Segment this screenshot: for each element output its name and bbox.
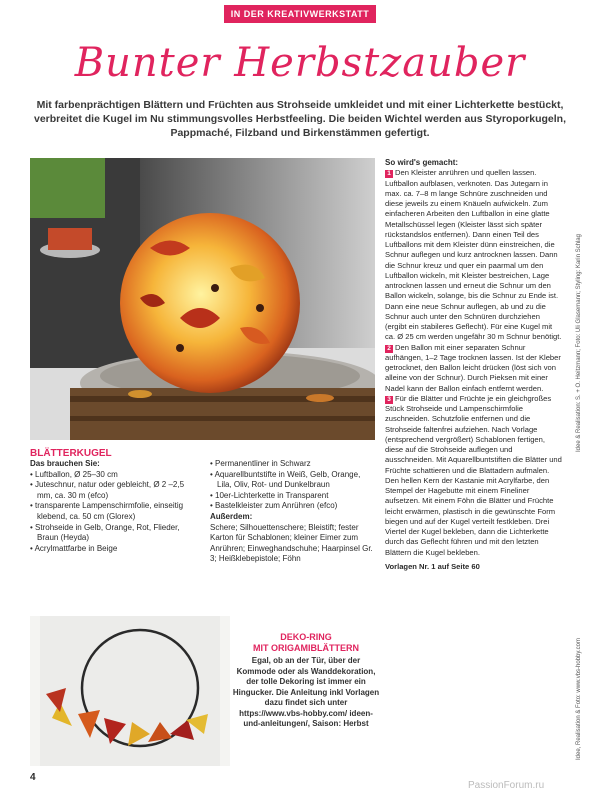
step-1: 1 Den Kleister anrühren und quellen lassen. Luftballon aufblasen, verknoten. Das Jutegarn in max. ca. 7–8 m lange Schnüre zuschneiden und diese jeweils zu einem Knäueln aufwickeln. Zum einfacheren Arbeiten den Luftballon in eine glatte Metallschüssel legen (Kleister lässt sich später rückstandslos entfernen). Dann einen Teil des Luftballons mit dem Kleister dünn einstreichen, die Schnur auflegen und kurz antrocknen lassen. Dann die Schnur kreuz und quer ein paarmal um den Luftballon wickeln, mit Kleister bestreichen, Lage antrocknen lassen und erneut die Schnur um den Ballon wickeln, solange, bis die Schnur zu Ende ist. Dann eine neue Schnur auflegen, ab und zu die Schnur auch unter den Schnüren durchziehen (ergibt ein stabileres Geflecht). Für eine Kugel mit ca. Ø 25 cm werden ungefähr 30 m Schnur benötigt. — [385, 168, 562, 342]
list-item: • Aquarellbuntstifte in Weiß, Gelb, Orange, Lila, Oliv, Rot- und Dunkelbraun — [210, 469, 361, 490]
step-2: 2 Den Ballon mit einer separaten Schnur aufhängen, 1–2 Tage trocknen lassen. Ist der Kleber getrocknet, den Ballon leicht drücken (löst sich von alleine von der Schnur). Durch Pieksen mit einer Nadel kann der Ballon einfach entfernt werden. — [385, 342, 561, 393]
materials-subtitle: Das brauchen Sie: — [30, 459, 100, 468]
page-title: Bunter Herbstzauber — [74, 40, 526, 86]
step-number: 3 — [385, 396, 393, 404]
step-number: 2 — [385, 345, 393, 353]
extra-text: Schere; Silhouettenschere; Bleistift; fester Karton für Schablonen; kleiner Eimer zum Anrühren; Einweghandschuhe; Haarpinsel Gr. 3; Heißklebepistole; Föhn — [210, 522, 373, 564]
leaf-ball-photo — [30, 158, 375, 440]
instructions-column — [385, 158, 563, 572]
step-3: 3 Für die Blätter und Früchte je ein gleichgroßes Stück Strohseide und Lampenschirmfolie zuschneiden. Schutzfolie entfernen und die Strohseide faltenfrei aufziehen. Nach Vorlage (entsprechend vergrößert) Schablonen fertigen, diese auf die Strohseide auflegen und ausschneiden. Mit Aquarellbuntstiften die Blätter und Früchte schattieren und die Blattadern aufmalen. Den hellen Kern der Kastanie mit Acrylfarbe, den Stempel der Hagebutte mit einem Fineliner aufsetzen. Mit einem Föhn die Blätter und Früchte leicht erwärmen, plastisch in die gewünschte Form biegen und auf der Kugel verteilt festkleben. Drei Viertel der Kugel bekleben, dann die Lichterkette durch das Geflecht führen und mit den letzten Blättern die Kugel bekleben. — [385, 393, 562, 557]
list-item: • Juteschnur, natur oder gebleicht, Ø 2 –2,5 mm, ca. 30 m (efco) — [30, 480, 185, 500]
materials-column — [30, 448, 200, 554]
deko-text: Egal, ob an der Tür, über der Kommode oder als Wanddekoration, der tolle Dekoring ist immer ein Hingucker. Die Anleitung inkl Vorlagen dazu findet sich unter https://www.vbs-hobby.com/ ideen-und-anleitungen/, Saison: Herbst — [232, 656, 380, 728]
materials-list-2 — [210, 459, 375, 512]
list-item: • transparente Lampenschirmfolie, einseitig klebend, ca. 50 cm (Glorex) — [30, 501, 184, 521]
page-number: 4 — [30, 772, 36, 783]
wreath-photo — [30, 616, 230, 766]
materials-list — [30, 470, 200, 555]
leaf-ball-illustration — [30, 158, 375, 440]
list-item: • Strohseide in Gelb, Orange, Rot, Flieder, Braun (Heyda) — [30, 522, 180, 543]
materials-title: BLÄTTERKUGEL — [30, 448, 112, 459]
template-reference: Vorlagen Nr. 1 auf Seite 60 — [385, 561, 480, 571]
step-number: 1 — [385, 170, 393, 178]
wreath-illustration — [30, 616, 230, 766]
extra-title: Außerdem: — [210, 511, 253, 521]
section-banner: IN DER KREATIVWERKSTATT — [224, 5, 376, 23]
list-item: • Bastelkleister zum Anrühren (efco) — [210, 501, 338, 511]
deko-title-1: DEKO-RING — [280, 632, 332, 642]
deko-title-2: MIT ORIGAMIBLÄTTERN — [253, 643, 359, 653]
list-item: • Luftballon, Ø 25–30 cm — [30, 469, 118, 479]
credit-bottom: Idee, Realisation & Foto: www.vbs-hobby.com — [576, 638, 582, 760]
list-item: • Acrylmattfarbe in Beige — [30, 543, 118, 553]
list-item: • Permanentliner in Schwarz — [210, 459, 311, 468]
credit-top: Idee & Realisation: S. + O. Heitzmann; Foto: Uli Glasemann; Styling: Karin Schlag — [576, 234, 582, 452]
intro-text: Mit farbenprächtigen Blättern und Früchten aus Strohseide umkleidet und mit einer Lichterkette bestückt, verbreitet die Kugel im Nu stimmungsvolles Herbstfeeling. Die beiden Wichtel werden aus Styroporkugeln, Pappmaché, Filzband und Birkenstämmen gefertigt. — [33, 99, 567, 139]
materials-column-2 — [210, 459, 375, 565]
list-item: • 10er-Lichterkette in Transparent — [210, 490, 329, 500]
watermark: PassionForum.ru — [468, 780, 545, 791]
instructions-title: So wird's gemacht: — [385, 158, 459, 167]
deko-ring-box — [232, 632, 380, 730]
